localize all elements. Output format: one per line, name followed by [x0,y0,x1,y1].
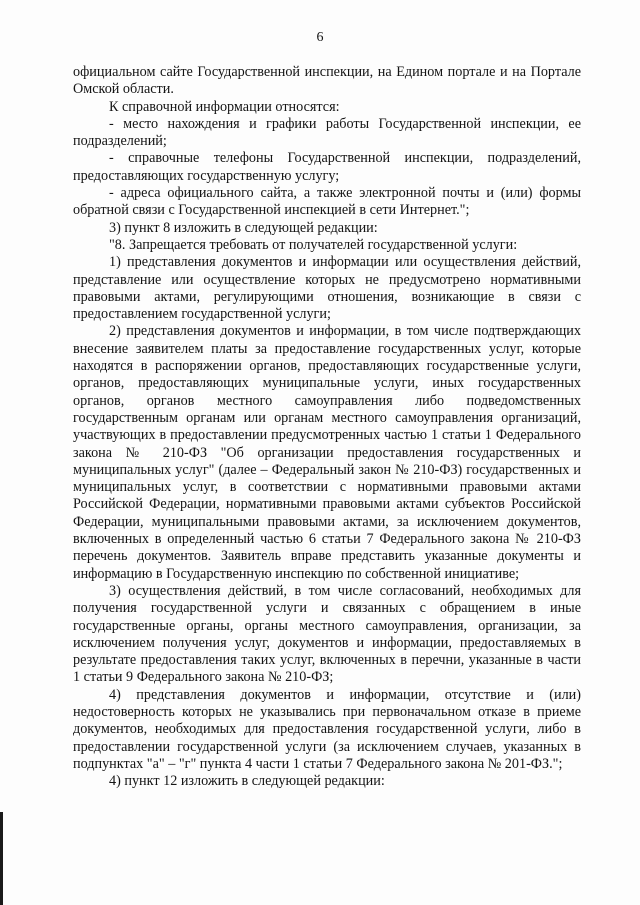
list-item: 4) представления документов и информации, отсутствие и (или) недостоверность которых не указывались при первоначальном отказе в приеме документов, необходимых для предоставления государственной услуги, либо в предоставлении государственной услуги (за исключением случаев, указанных в подпунктах "а" – "г" пункта 4 части 1 статьи 7 Федерального закона № 201-ФЗ."; [73,686,581,772]
list-item: - адреса официального сайта, а также электронной почты и (или) формы обратной связи с Государственной инспекцией в сети Интернет."; [73,185,581,219]
paragraph: официальном сайте Государственной инспекции, на Едином портале и на Портале Омской области. [73,64,581,98]
paragraph: 3) пункт 8 изложить в следующей редакции: [109,219,378,236]
list-item: 2) представления документов и информации, в том числе подтверждающих внесение заявителем платы за предоставление государственных услуг, которые находятся в распоряжении органов, предоставляющих государственные услуги, органов, предоставляющих муниципальные услуги, иных государственных органов, органов местного самоуправления либо подведомственных государственным органам или органам местного самоуправления организаций, участвующих в предоставлении предусмотренных частью 1 статьи 1 Федерального закона № 210-ФЗ "Об организации предоставления государственных и муниципальных услуг" (далее – Федеральный закон № 210-ФЗ) государственных и муниципальных услуг, в соответствии с нормативными правовыми актами Российской Федерации, нормативными правовыми актами субъектов Российской Федерации, муниципальными правовыми актами, за исключением документов, включенных в определенный частью 6 статьи 7 Федерального закона № 210-ФЗ перечень документов. Заявитель вправе представить указанные документы и информацию в Государственную инспекцию по собственной инициативе; [73,323,581,582]
list-item: - место нахождения и графики работы Государственной инспекции, ее подразделений; [73,115,581,150]
paragraph: 4) пункт 12 изложить в следующей редакции: [109,773,385,790]
list-item: - справочные телефоны Государственной инспекции, подразделений, предоставляющих государственную услугу; [73,150,581,184]
scan-edge-mark [0,812,3,905]
page-number: 6 [316,30,324,45]
paragraph: "8. Запрещается требовать от получателей государственной услуги: [109,236,518,253]
list-item: 1) представления документов и информации или осуществления действий, представление или осуществление которых не предусмотрено нормативными правовыми актами, регулирующими отношения, возникающие в связи с предоставлением государственной услуги; [73,254,581,323]
document-body [73,64,581,790]
list-item: 3) осуществления действий, в том числе согласований, необходимых для получения государственной услуги и связанных с обращением в иные государственные органы, органы местного самоуправления, организации, за исключением получения услуг, документов и информации, предоставляемых в результате предоставления таких услуг, включенных в перечни, указанные в части 1 статьи 9 Федерального закона № 210-ФЗ; [73,582,581,686]
paragraph: К справочной информации относятся: [109,98,340,115]
